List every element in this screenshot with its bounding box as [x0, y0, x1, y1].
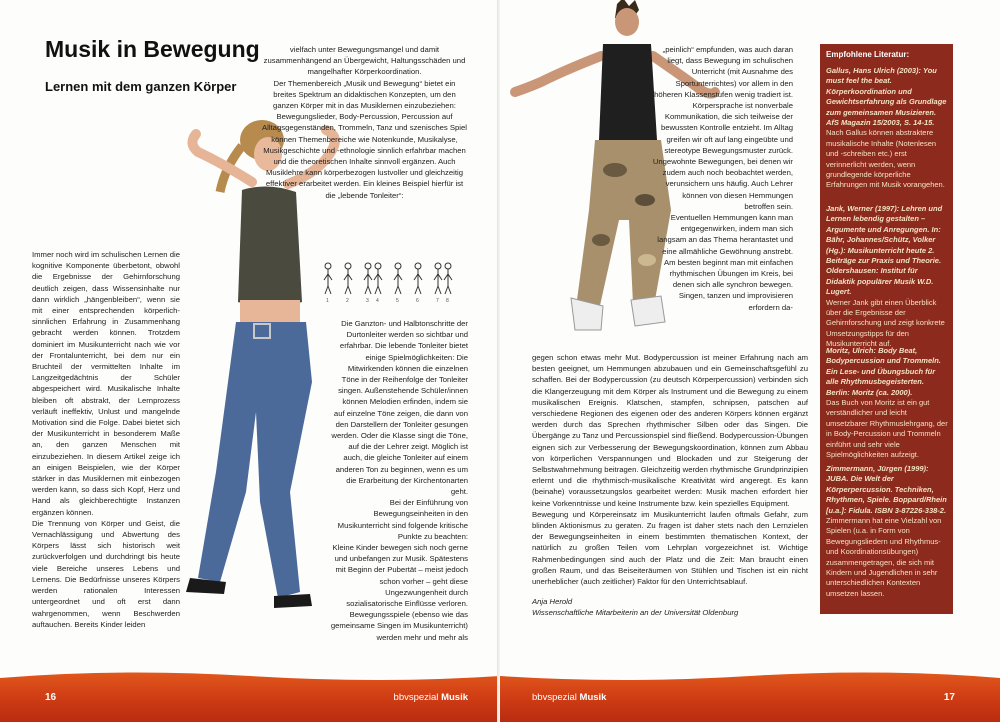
- column-a-paragraph-1: Immer noch wird im schulischen Lernen die kognitive Komponente überbetont, obwohl die Ergebnisse der Gehirnforschung deutlich zeigen, dass Wissensinhalte nur dann wirklich „hängenbleiben“, wenn sie mit einer entsprechenden körperlich-sinnlichen Erfahrung in Zusammenhang gebracht werden können. Trotzdem dominiert im Musikunterricht nach wie vor der Frontalunterricht, bei dem nur ein Bruchteil der vermittelten Inhalte im Langzeitgedächtnis der Schüler abgespeichert wird. Musikalische Inhalte bleiben oft abstrakt, der Lernprozess verläuft ineffektiv, Unlust und mangelnde Motivation sind die Folge. Dabei bietet sich der Musikunterricht in besonderem Maße an, den ganzen Menschen mit einzubeziehen. In diesem Artikel zeige ich an einigen Beispielen, wie der Körper stärker in das Musiklernen mit einbezogen werden kann, so dass sich Kopf, Herz und Hand als gleichberechtigte Instanzen ergänzen können.: [32, 250, 180, 517]
- sidebar-reference-1: [826, 66, 948, 191]
- column-b-text-bottom: Die Ganzton- und Halbtonschritte der Durtonleiter werden so sichtbar und erfahrbar. Die lebende Tonleiter bietet einige Spielmöglichkeiten: Die Mitwirkenden können die einzelnen Töne in der Reihenfolge der Tonleiter singen. Außenstehende Schüler/innen können Melodien erfinden, indem sie auf einzelne Töne zeigen, die dann von den Darstellern der Tonleiter gesungen werden. Oder die Klasse singt die Töne, auf die der Lehrer zeigt. Möglich ist auch, die gleiche Tonleiter auf einem anderen Ton zu beginnen, wenn es um die Erarbeitung der Kirchentonarten geht. Bei der Einführung von Bewegungseinheiten in den Musikunterricht sind folgende kritische Punkte zu beachten: Kleine Kinder bewegen sich noch gerne und unbefangen zur Musik. Spätestens mit Beginn der Pubertät – meist jedoch schon vorher – geht diese Ungezwungenheit durch sozialisatorische Einflüsse verloren. Bewegungsspiele (ebenso wie das gemeinsame Singen im Musikunterricht) werden mehr und mehr als: [330, 319, 468, 642]
- author-name: Anja Herold: [532, 597, 573, 606]
- article-title: Musik in Bewegung: [45, 36, 260, 62]
- reference-2-citation: Jank, Werner (1997): Lehren und Lernen lebendig gestalten – Argumente und Anregungen. In: Bähr, Johannes/Schütz, Volker (Hg.): Musikunterricht heute 2. Beiträge zur Praxis und Theorie. Oldershausen: Institut für Didaktik populärer Musik W.D. Lugert.: [826, 204, 943, 297]
- page-footer-left: [0, 670, 500, 722]
- right-page: [500, 0, 1000, 722]
- brand-left: [394, 692, 468, 703]
- page-number-left: 16: [45, 692, 57, 703]
- reference-2-description: Werner Jank gibt einen Überblick über die Ergebnisse der Gehirnforschung und zeigt konkrete Umsetzungstipps für den Musikunterricht auf.: [826, 297, 945, 349]
- reference-1-description: Nach Gallus können abstraktere musikalische Inhalte (Notenlesen und -schreiben etc.) erst verinnerlicht werden, wenn grundlegende körperliche Erfahrungen mit Musik vorangehen.: [826, 128, 945, 190]
- reference-3-description: Das Buch von Moritz ist ein gut verständlicher und leicht umsetzbarer Rhythmuslehrgang, der in Body-Percussion und Trommeln einführt und sehr viele Spielmöglichkeiten aufzeigt.: [826, 398, 948, 460]
- reference-4-citation: Zimmermann, Jürgen (1999): JUBA. Die Welt der Körperpercussion. Techniken, Rhythmen, Spiele. Boppard/Rhein [u.a.]: Fidula. ISBN 3-87226-338-2.: [826, 464, 947, 515]
- author-signature: [532, 596, 738, 618]
- figure-number: 5: [396, 298, 399, 304]
- reference-3-citation: Moritz, Ulrich: Body Beat, Bodypercussion und Trommeln. Ein Lese- und Übungsbuch für alle Rhythmusbegeisterten. Berlin: Moritz (ca. 2000).: [826, 346, 941, 397]
- brand-right: [532, 692, 606, 703]
- column-a-paragraph-2: Die Trennung von Körper und Geist, die Vernachlässigung und Abwertung des Körpers lässt sich historisch weit zurückverfolgen und durchdringt bis heute viele Bereiche unseres Lebens und Lernens. Die Bedürfnisse unseres Körpers werden rationalen Interessen untergeordnet und oft erst dann wahrgenommen, wenn Beschwerden auftauchen. Bereits Kinder leiden: [32, 518, 180, 629]
- brand-right-light: bbvspezial: [532, 692, 577, 703]
- brand-right-bold: Musik: [579, 692, 607, 703]
- literature-sidebar: [820, 44, 953, 614]
- figure-number: 2: [346, 298, 349, 304]
- footer-wave: [0, 670, 500, 686]
- sidebar-heading: Empfohlene Literatur:: [826, 50, 910, 59]
- article-subtitle: Lernen mit dem ganzen Körper: [45, 79, 237, 94]
- reference-4-description: Zimmermann hat eine Vielzahl von Spielen (u.a. in Form von Bewegungsliedern und Rhythmus- und Koordinationsübungen) zusammengetragen, die sich mit Kindern und Jugendlichen in sehr unterschiedlichen Kontexten umsetzen lassen.: [826, 516, 942, 598]
- column-a-text: [32, 249, 180, 630]
- page-number-right: 17: [943, 692, 955, 703]
- author-role: Wissenschaftliche Mitarbeiterin an der Universität Oldenburg: [532, 608, 739, 618]
- brand-left-light: bbvspezial: [393, 692, 439, 703]
- sidebar-reference-3: [826, 346, 948, 460]
- page-footer-right: [500, 670, 1000, 722]
- figure-number: 1: [326, 298, 329, 304]
- column-b-text-top: vielfach unter Bewegungsmangel und damit zusammenhängend an Übergewicht, Haltungsschäden und mangelhafter Körperkoordination. Der Themenbereich „Musik und Bewegung“ bietet ein breites Spektrum an didaktischen Konzepten, um den ganzen Körper mit in das Musiklernen einzubeziehen: Bewegungslieder, Body-Percussion, Percussion auf Alltagsgegenständen, Trommeln, Tanz und szenisches Spiel können Themenbereiche wie Notenkunde, Musikalyse, Musikgeschichte und -ethnologie sinnlich erfahrbar machen und die theoretischen Inhalte sinnvoll ergänzen. Auch Musiklehre kann körperbezogen lustvoller und gleichzeitig effektiver erarbeitet werden. Ein kleines Beispiel hierfür ist die „lebende Tonleiter“:: [262, 45, 467, 200]
- figure-number: 4: [376, 298, 379, 304]
- footer-wave: [500, 670, 1000, 686]
- reference-1-citation: Gallus, Hans Ulrich (2003): You must feel the beat. Körperkoordination und Gewichtserfahrung als Grundlage zum gemeinsamen Musizieren. AfS Magazin 15/2003, S. 14-15.: [826, 66, 947, 128]
- figure-number: 8: [446, 298, 449, 304]
- sidebar-reference-4: [826, 464, 948, 599]
- figure-number: 3: [366, 298, 369, 304]
- figure-numbers: [318, 298, 468, 308]
- sidebar-reference-2: [826, 204, 948, 350]
- brand-left-bold: Musik: [441, 692, 468, 703]
- column-c-text-top: „peinlich“ empfunden, was auch daran liegt, dass Bewegung im schulischen Unterricht (mit Ausnahme des Sportunterrichtes) vor allem in den höheren Klassenstufen wenig tradiert ist. Körpersprache ist nonverbale Kommunikation, die sich teilweise der bewussten Kontrolle entzieht. Im Alltag greifen wir oft auf lang eingeübte und stereotype Bewegungsmuster zurück. Ungewohnte Bewegungen, bei denen wir zudem auch noch beobachtet werden, verunsichern uns häufig. Auch Lehrer können von diesen Hemmungen betroffen sein. Eventuellen Hemmungen kann man entgegenwirken, indem man sich langsam an das Thema herantastet und eine allmähliche Gewöhnung anstrebt. Am besten beginnt man mit einfachen rhythmischen Übungen im Kreis, bei denen sich alle synchron bewegen. Singen, tanzen und improvisieren erfordern da-: [652, 45, 793, 312]
- column-c-text-bottom: gegen schon etwas mehr Mut. Bodypercussion ist meiner Erfahrung nach am besten geeignet, um Hemmungen abzubauen und ein Gemeinschaftsgefühl zu schaffen. Bei der Bodypercussion (zu deutsch Körperpercussion) verbinden sich die Klangerzeugung mit dem Körper als Instrument und die Bewegung zu einem musikalischen Ereignis. Klatschen, stampfen, schnipsen, patschen auf verschiedene Regionen des eigenen oder des anderen Körpers können ergänzt werden durch das Sprechen rhythmischer Silben oder das Singen. Die Übergänge zu Tanz und Percussionspiel sind fließend. Bodypercussion-Übungen eignen sich zur Verbesserung der Bewegungskoordination, können zum Abbau von körperlichen Verspannungen und Blockaden und zur Steigerung der Selbstwahrnehmung beitragen. Gleichzeitig werden rhythmische Grundprinzipien erlernt und die rhythmisch-musikalische Kreativität wird angeregt. Es kann (beinahe) voraussetzungslos gearbeitet werden: Musik machen erfordert hier keine Vorkenntnisse und keine Instrumente bzw. kein spezielles Equipment. Bewegung und Körpereinsatz im Musikunterricht laufen oftmals Gefahr, zum blinden Aktionismus zu geraten. Zu fragen ist daher stets nach den Lernzielen der Bewegungseinheiten in einem bestimmten thematischen Kontext, der natürlich zu großen Teilen vom Lehrplan vorgezeichnet ist. Wichtige Rahmenbedingungen sind auch der Platz und die Zeit: Man braucht einen großen Raum, und das Beiseiteräumen von Stühlen und Tischen ist ein nicht unerheblicher (auch zeitlicher) Faktor für den Unterrichtsablauf.: [532, 353, 808, 587]
- figure-number: 6: [416, 298, 419, 304]
- figure-number: 7: [436, 298, 439, 304]
